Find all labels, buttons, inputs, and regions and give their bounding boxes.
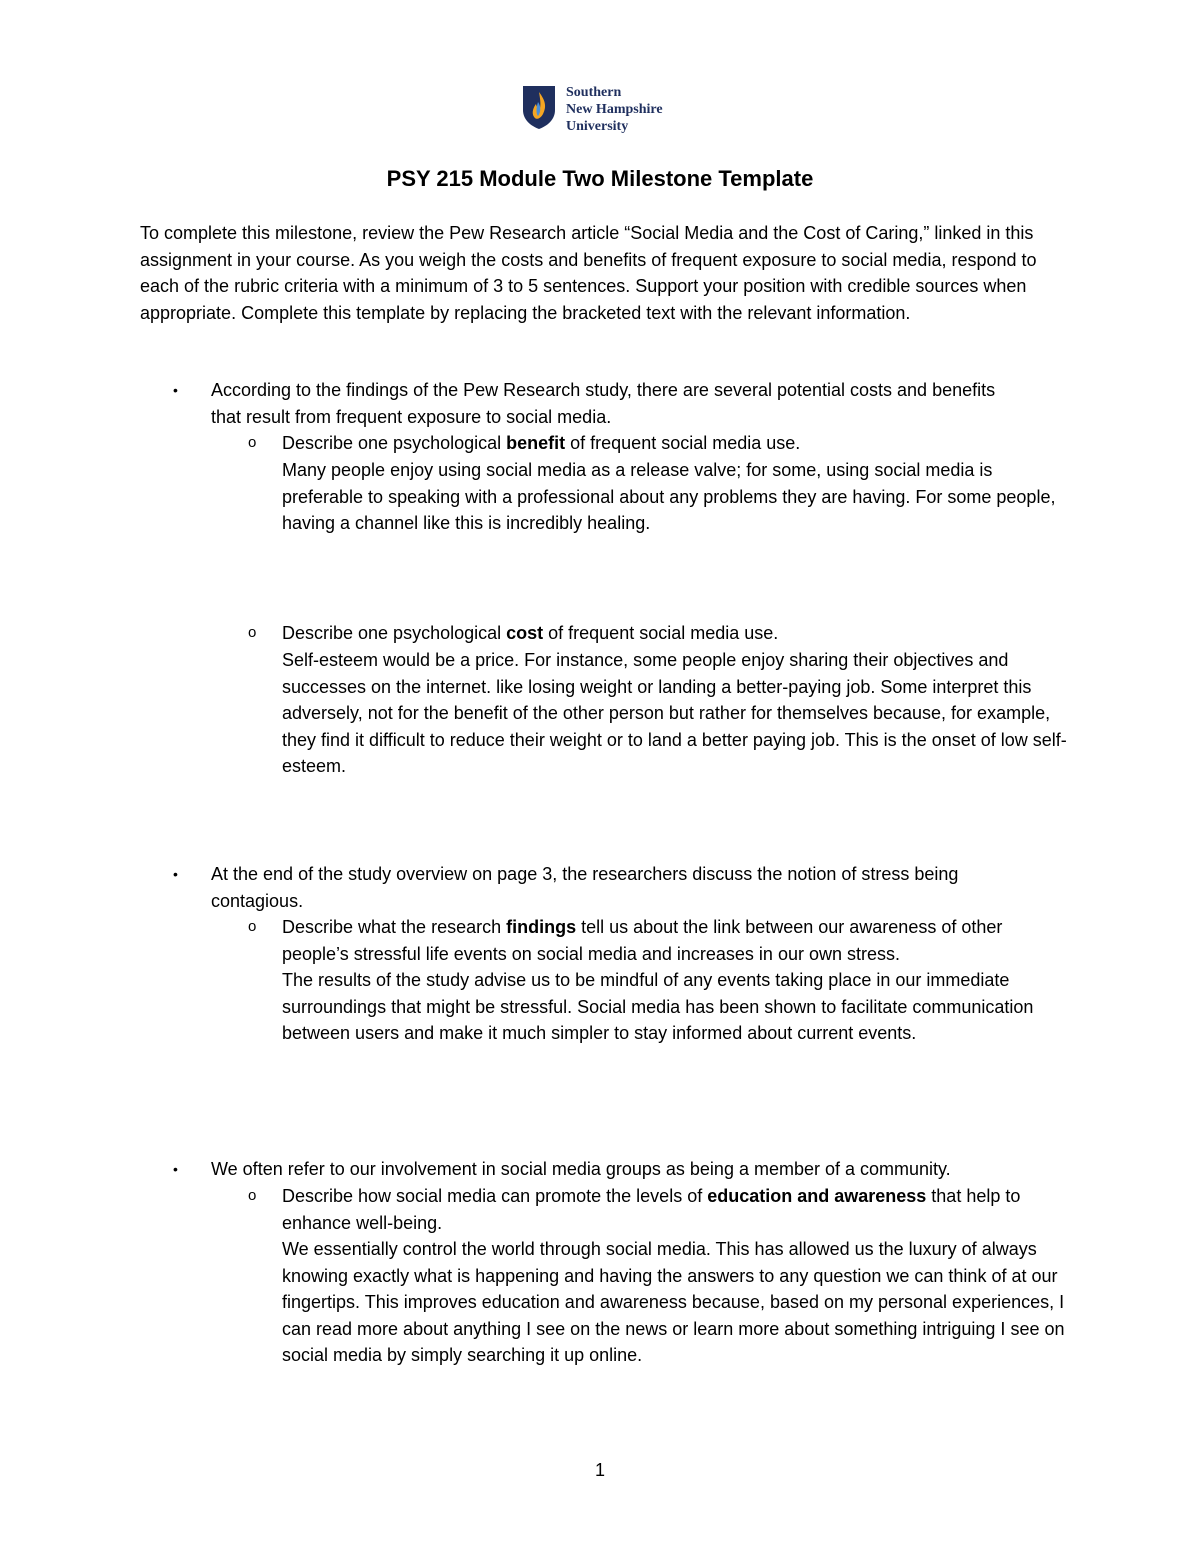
logo-line-2: New Hampshire [566,102,663,117]
prompt-text: Describe one psychological [282,433,507,453]
prompt-text: Describe what the research [282,917,507,937]
prompt-text: of frequent social media use. [543,623,779,643]
section-1-item-1-answer: Many people enjoy using social media as a release valve; for some, using social media is preferable to speaking with a professional about any problems they are having. For some people, having a channel like this is incredibly healing. [282,460,1056,533]
section-2-item-1-prompt [282,914,1042,967]
prompt-emphasis: findings [506,917,577,937]
prompt-text: Describe how social media can promote the levels of [282,1186,708,1206]
sub-bullet-marker: o [248,1187,257,1204]
bullet-marker: • [173,866,178,882]
prompt-emphasis: cost [506,623,544,643]
intro-paragraph: To complete this milestone, review the Pew Research article “Social Media and the Cost of Caring,” linked in this assignment in your course. As you weigh the costs and benefits of frequent exposure to social media, respond to each of the rubric criteria with a minimum of 3 to 5 sentences. Support your position with credible sources when appropriate. Complete this template by replacing the bracketed text with the relevant information. [140,223,1037,323]
section-3-bullet: We often refer to our involvement in social media groups as being a member of a community. [211,1159,951,1179]
section-1-item-2-prompt [282,620,1072,647]
section-1-bullet: According to the findings of the Pew Research study, there are several potential costs and benefits that result from frequent exposure to social media. [211,380,996,427]
sub-bullet-marker: o [248,434,257,451]
sub-bullet-marker: o [248,624,257,641]
university-logo [521,84,721,134]
section-1-item-1-prompt [282,430,1072,457]
flame-shield-icon [521,84,557,130]
prompt-emphasis: education and awareness [707,1186,927,1206]
document-title: PSY 215 Module Two Milestone Template [386,166,814,191]
bullet-marker: • [173,382,178,398]
section-1-item-2-answer: Self-esteem would be a price. For instance, some people enjoy sharing their objectives and successes on the internet. like losing weight or landing a better-paying job. Some interpret this adversely, not for the benefit of the other person but rather for themselves because, for example, they find it difficult to reduce their weight or to land a better paying job. This is the onset of low self-esteem. [282,650,1067,776]
logo-line-1: Southern [566,85,622,100]
sub-bullet-marker: o [248,918,257,935]
logo-line-3: University [566,119,629,134]
section-2-bullet: At the end of the study overview on page 3, the researchers discuss the notion of stress being contagious. [211,864,959,911]
section-3-item-1-answer: We essentially control the world through social media. This has allowed us the luxury of always knowing exactly what is happening and having the answers to any question we can think of at our fingertips. This improves education and awareness because, based on my personal experiences, I can read more about anything I see on the news or learn more about something intriguing I see on social media by simply searching it up online. [282,1239,1065,1365]
prompt-text: Describe one psychological [282,623,507,643]
section-2-item-1-answer: The results of the study advise us to be mindful of any events taking place in our immediate surroundings that might be stressful. Social media has been shown to facilitate communication between users and make it much simpler to stay informed about current events. [282,970,1034,1043]
prompt-text: of frequent social media use. [565,433,801,453]
bullet-marker: • [173,1161,178,1177]
prompt-text: tell us about the link between our awareness of other people’s stressful life events on social media and increases in our own stress. [282,917,1003,964]
prompt-emphasis: benefit [506,433,566,453]
section-3-item-1-prompt [282,1183,1042,1236]
prompt-text: that help to enhance well-being. [282,1186,1021,1233]
page-number: 1 [594,1460,605,1480]
